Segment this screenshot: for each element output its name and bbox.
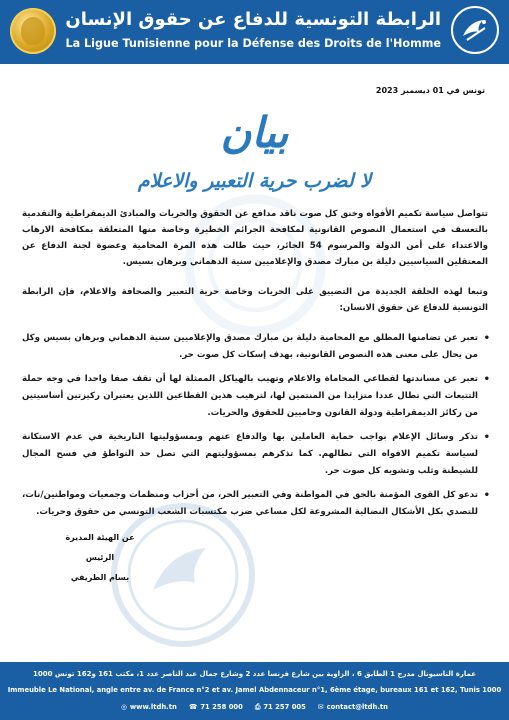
paragraph-intro: تتواصل سياسة تكميم الأفواه وخنق كل صوت ناقد مدافع عن الحقوق والحريات والمبادئ الديمقراطية والتقدمية بالتعسف في استعمال النصوص القانونية لمكافحة الجرائم الخطيرة وخاصة منها المتعلقة بمكافحة الارهاب والاعتداء على أمن الدولة والمرسوم 54 الجائر، حيث طالت هذه المرة المحامية وعضوة لجنة الدفاع عن المعتقلين السياسيين دليلة بن مبارك مصدق والإعلاميين سنية الدهماني وبرهان بسيس. (22, 209, 488, 267)
ltdh-emblem-logo (451, 6, 499, 54)
org-name-french: La Ligue Tunisienne pour la Défense des Droits de l'Homme (65, 37, 441, 50)
footer-address-french: Immeuble Le National, angle entre av. de France n°2 et av. Jamel Abdennaceur n°1, 6ème étage, bureaux 161 et 162, Tunis 1000 (7, 686, 502, 694)
list-item: • تعبر عن تضامنها المطلق مع المحامية دليلة بن مبارك مصدق والإعلاميين سنية الدهماني وبرهان بسيس وكل من يحال على معنى هذه النصوص القانونية، بهدف إسكات كل صوت حر. (22, 330, 492, 364)
document-title: بيان (220, 108, 289, 157)
email-link[interactable]: ✉ contact@ltdh.tn (317, 703, 389, 711)
globe-icon: ◎ (120, 703, 127, 711)
email-icon: ✉ (317, 703, 324, 711)
header-banner (0, 0, 509, 64)
website-link[interactable]: ◎ www.ltdh.tn (120, 703, 177, 711)
document-subtitle: لا لضرب حرية التعبير والاعلام (137, 170, 372, 192)
phone-number: ☎ 71 258 000 (188, 703, 243, 711)
signature-role: الرئيس (85, 553, 115, 562)
list-item: • تذكر وسائل الإعلام بواجب حماية العاملين بها والدفاع عنهم وبمسؤوليتها التاريخية في عدم الاستكانة لسياسة تكميم الافواه التي تطالهم. كما تذكرهم بمسؤوليتهم التي تصل حد التواطؤ في فسح المجال للشيطنة وثلب وتشويه كل صوت حر. (22, 429, 492, 480)
document-date: تونس في 01 ديسمبر 2023 (375, 86, 485, 95)
list-item: • تعبر عن مساندتها لقطاعي المحاماة والاعلام وتهيب بالهياكل الممثلة لها أن تقف صفا واحدا في وجه حملة التتبعات التي تطال عددا متزايدا من المنتمين لها، لترهيب هذين القطاعين اللذين يعتبران ركيزتين أساسيتين من ركائز الديمقراطية ودولة القانون وحاميين للحقوق والحريات. (22, 371, 492, 422)
footer-address-arabic: عمارة الناسيونال مدرج 1 الطابق 6 ، الزاوية بين شارع فرنسا عدد 2 وشارع جمال عبد الناصر عدد 1، مكتب 161 و162 تونس 1000 (32, 670, 477, 678)
signature-body: عن الهيئة المديرة (65, 533, 135, 542)
list-item: • تدعو كل القوى المؤمنة بالحق في المواطنة وفي التعبير الحر، من أحزاب ومنظمات وجمعيات ومواطنين/نات، للتصدي بكل الأشكال النضالية المشروعة لكل مساعي ضرب مكتسبات الشعب التونسي من حقوق وحريات. (22, 487, 492, 521)
fax-icon: ⎙ (254, 703, 261, 711)
footer-contacts (0, 703, 509, 712)
phone-icon: ☎ (188, 703, 198, 711)
paragraph-lead: وتبعا لهذه الحلقة الجديدة من التضييق على الحريات وخاصة حرية التعبير والصحافة والاعلام، فإن الرابطة التونسية للدفاع عن حقوق الانسان: (22, 287, 488, 313)
signature-name: بسام الطريفي (70, 573, 130, 582)
fax-number: ⎙ 71 257 005 (254, 703, 306, 711)
nobel-medal-logo (10, 8, 56, 54)
signature-block (40, 528, 160, 588)
statement-list (22, 330, 492, 528)
org-name-arabic: الرابطة التونسية للدفاع عن حقوق الإنسان (65, 9, 441, 30)
footer-banner (0, 662, 509, 720)
